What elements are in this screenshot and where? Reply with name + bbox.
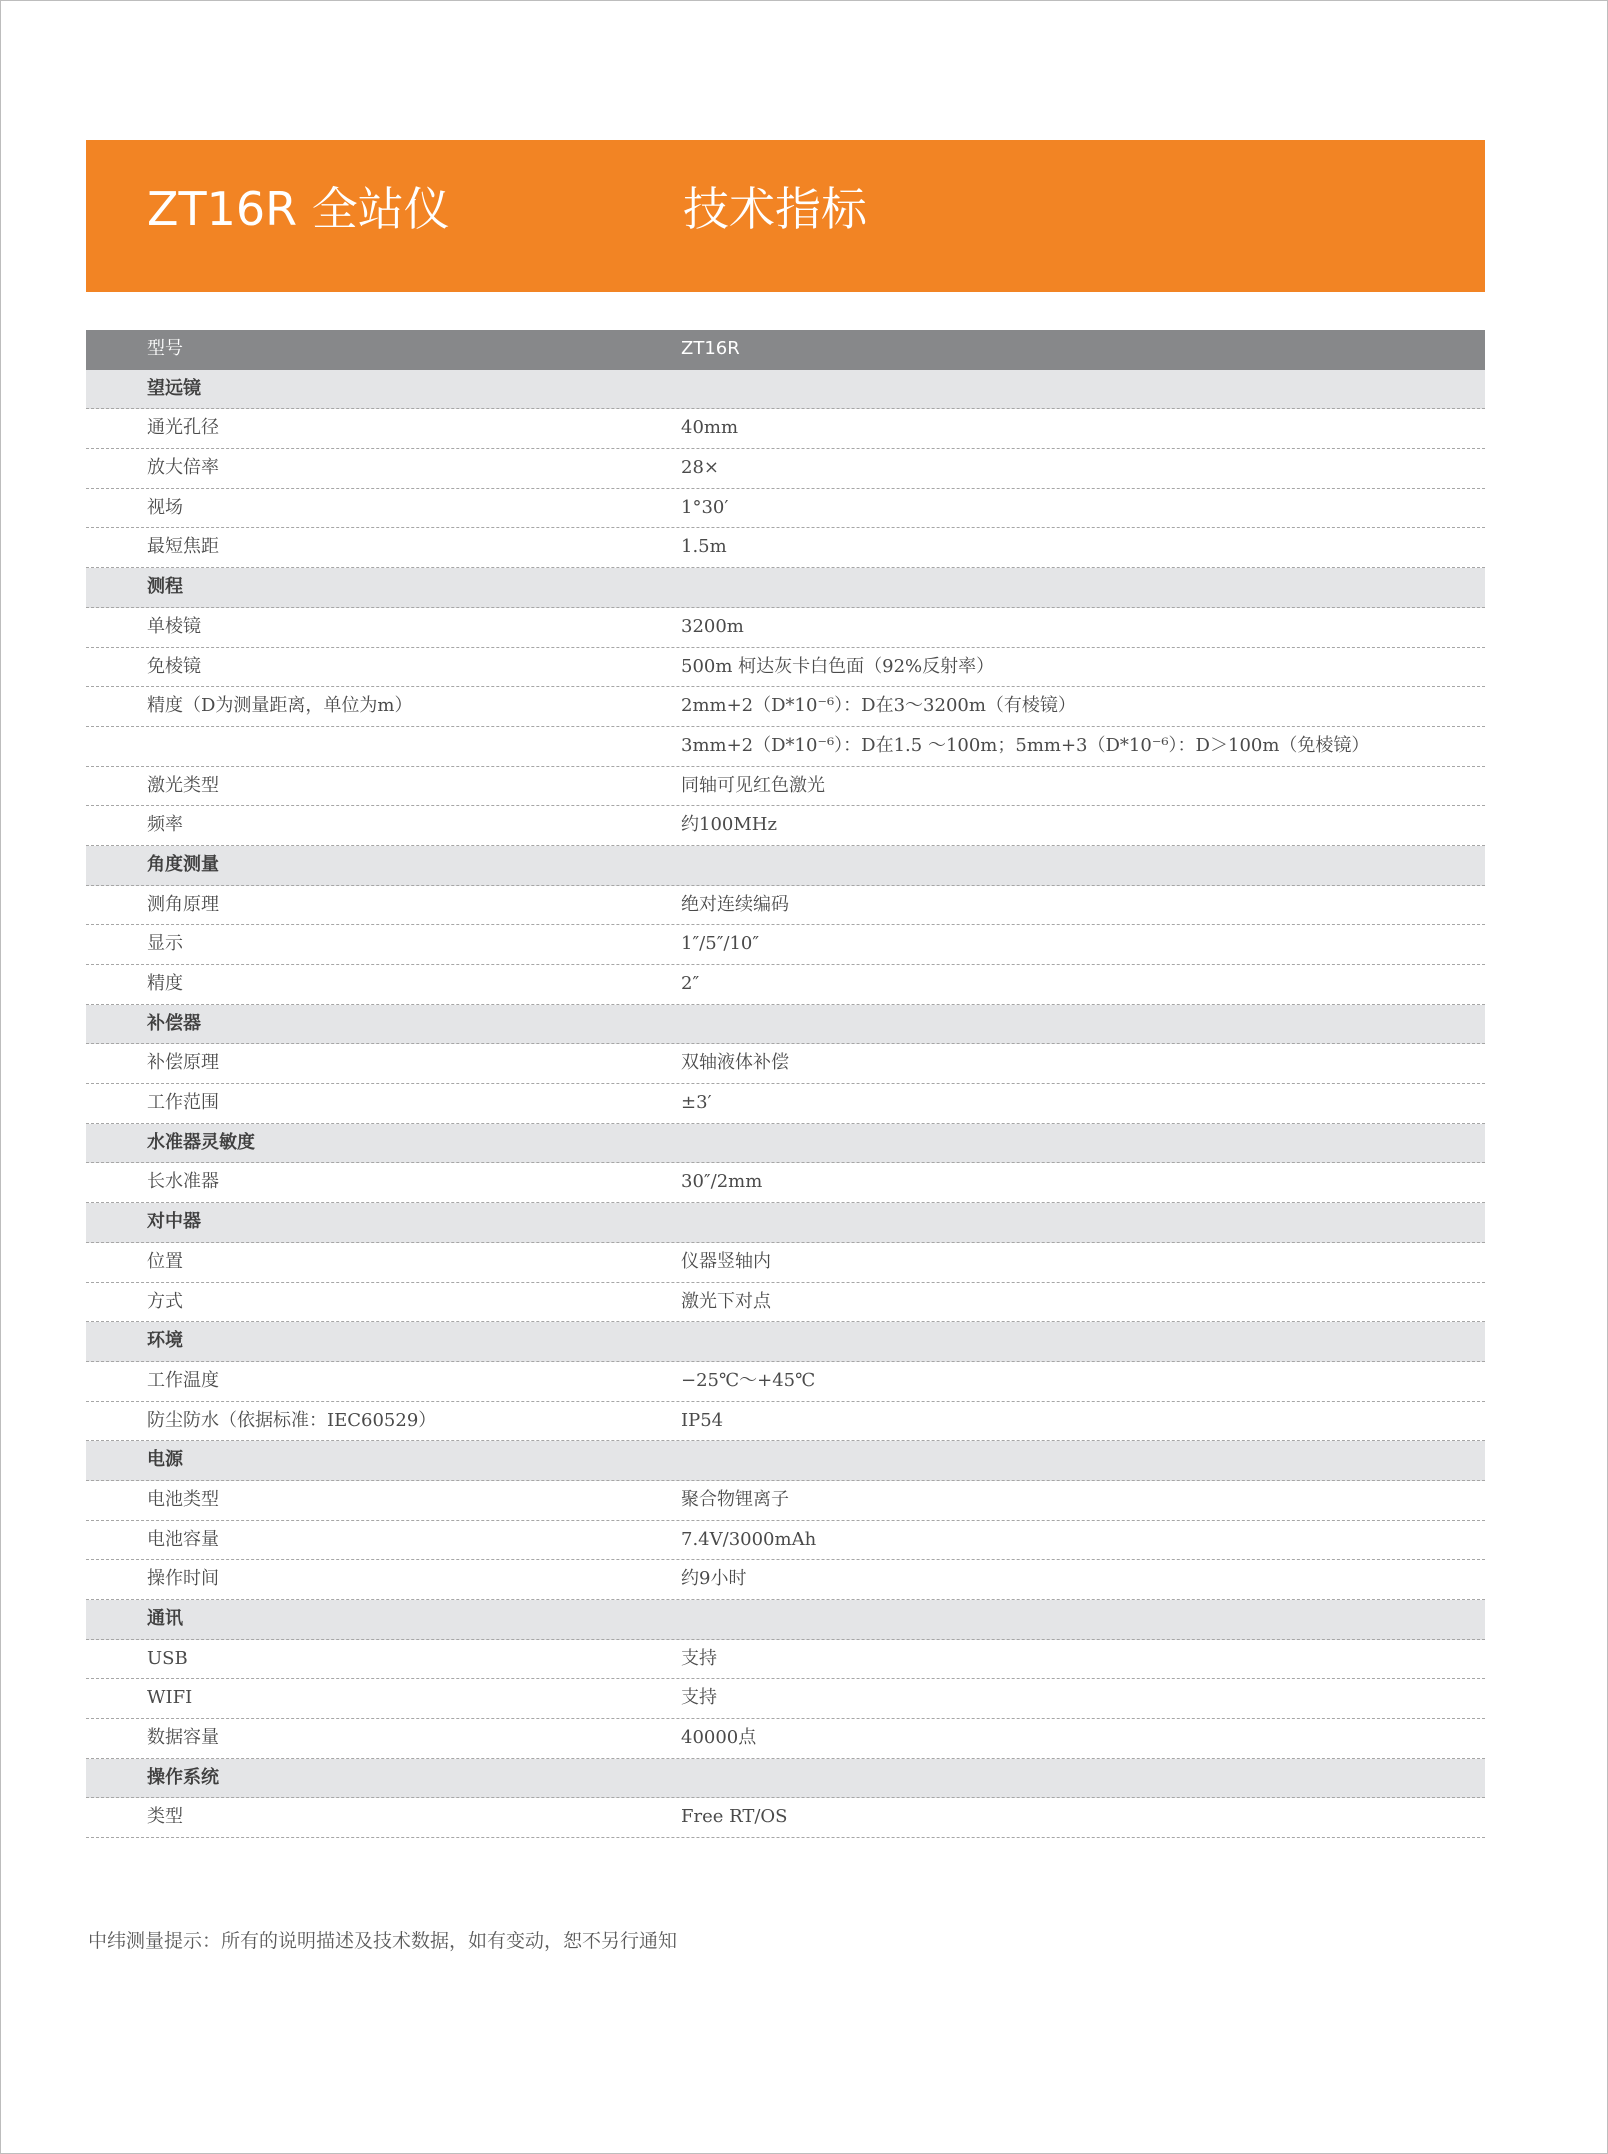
spec-value: 双轴液体补偿 bbox=[681, 1052, 789, 1074]
section-label: 电源 bbox=[147, 1449, 183, 1471]
spec-label: 最短焦距 bbox=[147, 536, 219, 558]
spec-label: 免棱镜 bbox=[147, 655, 201, 677]
spec-value: 绝对连续编码 bbox=[681, 893, 789, 915]
spec-value: 激光下对点 bbox=[681, 1290, 771, 1312]
table-row bbox=[86, 1283, 1485, 1323]
section-label: 操作系统 bbox=[147, 1766, 219, 1788]
section-label: 望远镜 bbox=[147, 377, 201, 399]
spec-label: 位置 bbox=[147, 1250, 183, 1272]
spec-label: 测角原理 bbox=[147, 893, 219, 915]
section-row bbox=[86, 1600, 1485, 1640]
header-value: ZT16R bbox=[681, 338, 740, 359]
table-row bbox=[86, 1719, 1485, 1759]
spec-label: USB bbox=[147, 1647, 188, 1669]
table-row bbox=[86, 648, 1485, 688]
spec-label: 通光孔径 bbox=[147, 417, 219, 439]
spec-value: 约9小时 bbox=[681, 1568, 747, 1590]
section-label: 通讯 bbox=[147, 1608, 183, 1629]
table-row bbox=[86, 925, 1485, 965]
table-row bbox=[86, 1521, 1485, 1561]
table-row bbox=[86, 528, 1485, 568]
section-row bbox=[86, 1203, 1485, 1243]
spec-label: 精度 bbox=[147, 973, 183, 994]
section-row bbox=[86, 1441, 1485, 1481]
table-row bbox=[86, 727, 1485, 767]
section-row bbox=[86, 846, 1485, 886]
section-row bbox=[86, 1322, 1485, 1362]
spec-value: −25℃～+45℃ bbox=[681, 1369, 816, 1391]
section-row bbox=[86, 568, 1485, 608]
spec-label: 放大倍率 bbox=[147, 457, 219, 479]
spec-value: IP54 bbox=[681, 1409, 724, 1431]
table-row bbox=[86, 965, 1485, 1005]
spec-label: 类型 bbox=[147, 1806, 183, 1828]
spec-label: 方式 bbox=[147, 1290, 183, 1312]
spec-label: 防尘防水（依据标准：IEC60529） bbox=[147, 1409, 437, 1431]
spec-value: 约100MHz bbox=[681, 814, 777, 836]
section-label: 对中器 bbox=[147, 1211, 201, 1233]
table-row bbox=[86, 886, 1485, 926]
spec-value: 500m 柯达灰卡白色面（92%反射率） bbox=[681, 655, 995, 677]
title-banner bbox=[86, 140, 1485, 292]
table-row bbox=[86, 806, 1485, 846]
spec-value: 2mm+2（D*10⁻⁶）：D在3～3200m（有棱镜） bbox=[681, 695, 1076, 717]
table-row bbox=[86, 767, 1485, 807]
spec-table bbox=[86, 330, 1485, 1838]
spec-label: 工作范围 bbox=[147, 1092, 219, 1114]
spec-label: 视场 bbox=[147, 496, 183, 518]
table-row bbox=[86, 1362, 1485, 1402]
table-row bbox=[86, 1560, 1485, 1600]
spec-label: 单棱镜 bbox=[147, 615, 201, 637]
table-row bbox=[86, 1679, 1485, 1719]
spec-label: 工作温度 bbox=[147, 1369, 219, 1391]
spec-value: 40mm bbox=[681, 417, 739, 439]
spec-value: 3200m bbox=[681, 615, 744, 637]
table-row bbox=[86, 1640, 1485, 1680]
table-row bbox=[86, 1243, 1485, 1283]
section-label: 环境 bbox=[147, 1330, 183, 1352]
spec-label: 频率 bbox=[147, 814, 183, 836]
spec-label: 激光类型 bbox=[147, 774, 219, 796]
section-heading: 技术指标 bbox=[683, 182, 867, 236]
spec-label: WIFI bbox=[147, 1687, 193, 1709]
section-label: 补偿器 bbox=[147, 1012, 201, 1034]
section-label: 测程 bbox=[147, 576, 183, 598]
spec-value: 30″/2mm bbox=[681, 1171, 763, 1193]
table-row bbox=[86, 1402, 1485, 1442]
spec-label: 操作时间 bbox=[147, 1568, 219, 1590]
spec-value: 7.4V/3000mAh bbox=[681, 1528, 817, 1550]
spec-label: 精度（D为测量距离，单位为m） bbox=[147, 695, 413, 717]
section-label: 水准器灵敏度 bbox=[147, 1131, 255, 1153]
section-label: 角度测量 bbox=[147, 853, 219, 875]
spec-label: 电池容量 bbox=[147, 1528, 219, 1550]
product-title: ZT16R 全站仪 bbox=[147, 182, 450, 236]
spec-value: 1°30′ bbox=[681, 496, 729, 518]
spec-label: 长水准器 bbox=[147, 1171, 219, 1193]
table-row bbox=[86, 1084, 1485, 1124]
spec-value: ±3′ bbox=[681, 1092, 712, 1114]
table-row bbox=[86, 608, 1485, 648]
spec-value: 支持 bbox=[681, 1687, 717, 1709]
table-row bbox=[86, 1163, 1485, 1203]
table-row bbox=[86, 449, 1485, 489]
spec-value: 1″/5″/10″ bbox=[681, 933, 760, 955]
table-row bbox=[86, 1481, 1485, 1521]
spec-value: 1.5m bbox=[681, 536, 727, 558]
table-row bbox=[86, 1044, 1485, 1084]
spec-label: 电池类型 bbox=[147, 1488, 219, 1510]
footnote: 中纬测量提示：所有的说明描述及技术数据，如有变动，恕不另行通知 bbox=[88, 1930, 678, 1952]
section-row bbox=[86, 1005, 1485, 1045]
section-row bbox=[86, 1759, 1485, 1799]
table-row bbox=[86, 1798, 1485, 1838]
table-header-row bbox=[86, 330, 1485, 370]
section-row bbox=[86, 1124, 1485, 1164]
table-row bbox=[86, 687, 1485, 727]
spec-value: 3mm+2（D*10⁻⁶）：D在1.5 ～100m；5mm+3（D*10⁻⁶）：D＞100m（免棱镜） bbox=[681, 734, 1370, 756]
spec-value: 同轴可见红色激光 bbox=[681, 774, 825, 796]
header-label: 型号 bbox=[147, 338, 183, 359]
spec-value: 聚合物锂离子 bbox=[681, 1488, 789, 1510]
spec-value: Free RT/OS bbox=[681, 1806, 788, 1828]
spec-label: 显示 bbox=[147, 933, 183, 955]
table-row bbox=[86, 409, 1485, 449]
section-row bbox=[86, 370, 1485, 410]
table-row bbox=[86, 489, 1485, 529]
spec-label: 数据容量 bbox=[147, 1727, 219, 1749]
spec-value: 40000点 bbox=[681, 1727, 757, 1749]
spec-value: 2″ bbox=[681, 973, 700, 994]
spec-value: 支持 bbox=[681, 1647, 717, 1669]
spec-label: 补偿原理 bbox=[147, 1052, 219, 1074]
spec-value: 仪器竖轴内 bbox=[681, 1250, 771, 1272]
spec-value: 28× bbox=[681, 457, 719, 479]
